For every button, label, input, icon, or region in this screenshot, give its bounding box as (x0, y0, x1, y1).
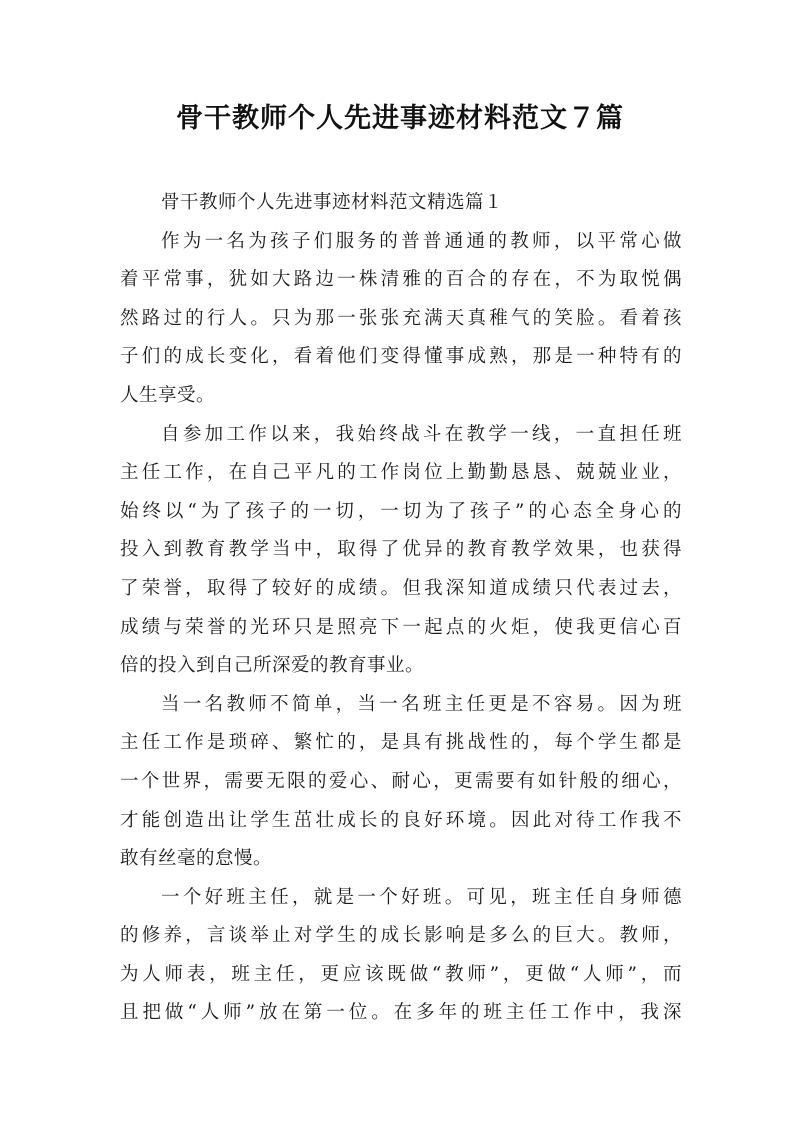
paragraph-line: 人生享受。 (120, 384, 216, 406)
paragraph-line: 敢有丝毫的怠慢。 (120, 848, 273, 870)
paragraph-line: 一个好班主任，就是一个好班。可见，班主任自身师德 (161, 886, 682, 908)
document-title: 骨干教师个人先进事迹材料范文７篇 (176, 103, 624, 134)
paragraph-line: 为人师表，班主任，更应该既做“教师”，更做“人师”，而 (120, 963, 682, 985)
paragraph-line: 主任工作，在自己平凡的工作岗位上勤勤恳恳、兢兢业业， (120, 462, 682, 484)
paragraph-line: 且把做“人师”放在第一位。在多年的班主任工作中，我深 (120, 1002, 682, 1024)
paragraph-line: 的修养，言谈举止对学生的成长影响是多么的巨大。教师， (120, 925, 682, 947)
paragraph-line: 着平常事，犹如大路边一株清雅的百合的存在，不为取悦偶 (120, 269, 682, 291)
paragraph-line: 倍的投入到自己所深爱的教育事业。 (120, 655, 425, 677)
paragraph-line: 投入到教育教学当中，取得了优异的教育教学效果，也获得 (120, 539, 682, 561)
document-body (120, 184, 682, 1033)
paragraph-line: 然路过的行人。只为那一张张充满天真稚气的笑脸。看着孩 (120, 307, 682, 329)
paragraph-line: 成绩与荣誉的光环只是照亮下一起点的火炬，使我更信心百 (120, 616, 682, 638)
paragraph-line: 自参加工作以来，我始终战斗在教学一线，一直担任班 (161, 423, 682, 445)
paragraph-line: 才能创造出让学生茁壮成长的良好环境。因此对待工作我不 (120, 809, 682, 831)
paragraph-line: 一个世界，需要无限的爱心、耐心，更需要有如针般的细心， (120, 770, 682, 792)
paragraph-line: 了荣誉，取得了较好的成绩。但我深知道成绩只代表过去， (120, 577, 682, 599)
paragraph-line: 当一名教师不简单，当一名班主任更是不容易。因为班 (161, 693, 682, 715)
section-heading: 骨干教师个人先进事迹材料范文精选篇１ (161, 192, 504, 213)
paragraph-line: 始终以“为了孩子的一切，一切为了孩子”的心态全身心的 (120, 500, 682, 522)
paragraph-line: 主任工作是琐碎、繁忙的，是具有挑战性的，每个学生都是 (120, 732, 682, 754)
paragraph-line: 作为一名为孩子们服务的普普通通的教师，以平常心做 (161, 230, 682, 252)
paragraph-line: 子们的成长变化，看着他们变得懂事成熟，那是一种特有的 (120, 346, 682, 368)
